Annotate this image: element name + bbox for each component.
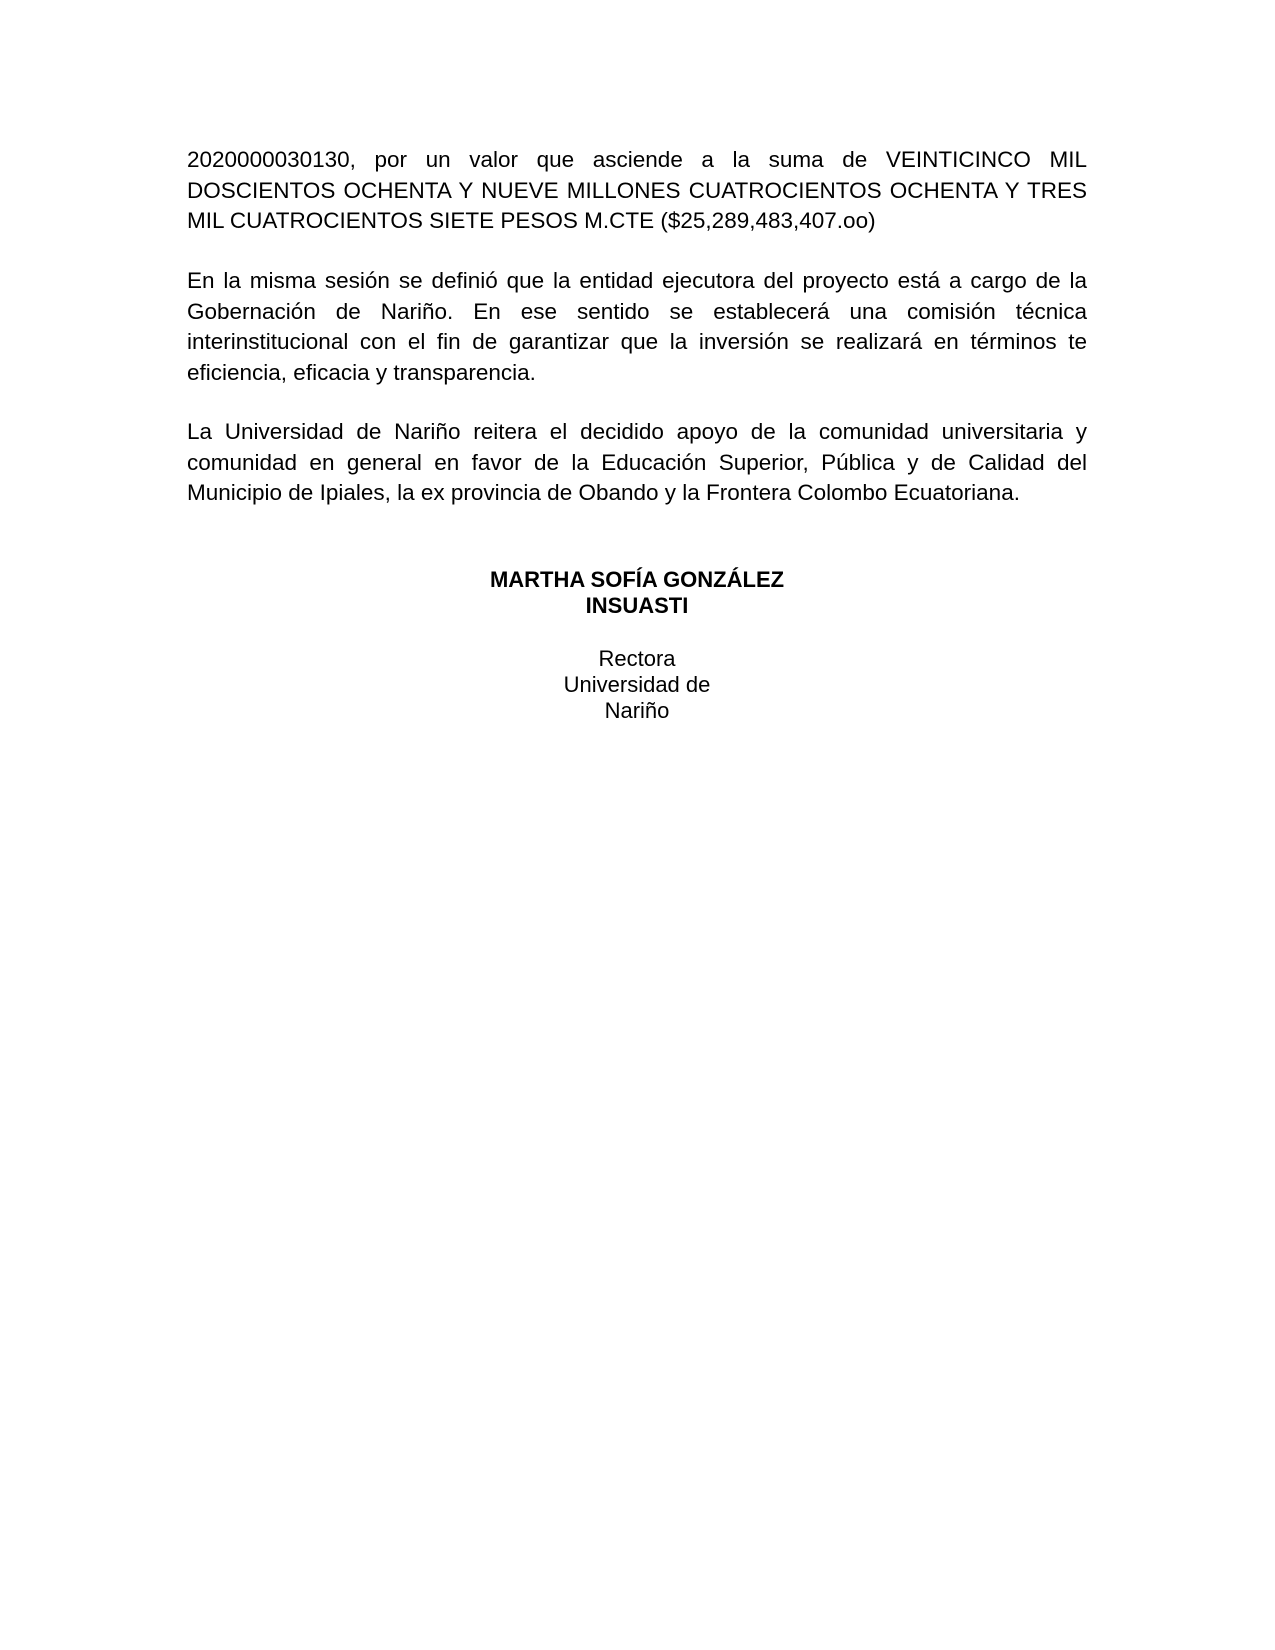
signature-name	[437, 567, 837, 619]
paragraph-executing-entity: En la misma sesión se definió que la entidad ejecutora del proyecto está a cargo de la Gobernación de Nariño. En ese sentido se establecerá una comisión técnica interinstitucional con el fin de garantizar que la inversión se realizará en términos te eficiencia, eficacia y transparencia.	[187, 268, 1087, 385]
signature-name-line2: INSUASTI	[585, 593, 689, 618]
signature-title-line3: Nariño	[604, 698, 670, 723]
paragraph-project-value: 2020000030130, por un valor que asciende a la suma de VEINTICINCO MIL DOSCIENTOS OCHENTA Y NUEVE MILLONES CUATROCIENTOS OCHENTA Y TRES MIL CUATROCIENTOS SIETE PESOS M.CTE ($25,289,483,407.oo)	[187, 147, 1087, 233]
signature-title-line1: Rectora	[598, 646, 676, 671]
paragraph-university-support: La Universidad de Nariño reitera el decidido apoyo de la comunidad universitaria y comunidad en general en favor de la Educación Superior, Pública y de Calidad del Municipio de Ipiales, la ex provincia de Obando y la Frontera Colombo Ecuatoriana.	[187, 419, 1087, 505]
signature-name-line1: MARTHA SOFÍA GONZÁLEZ	[489, 567, 785, 592]
signature-title-line2: Universidad de	[563, 672, 711, 697]
signature-title	[437, 646, 837, 724]
